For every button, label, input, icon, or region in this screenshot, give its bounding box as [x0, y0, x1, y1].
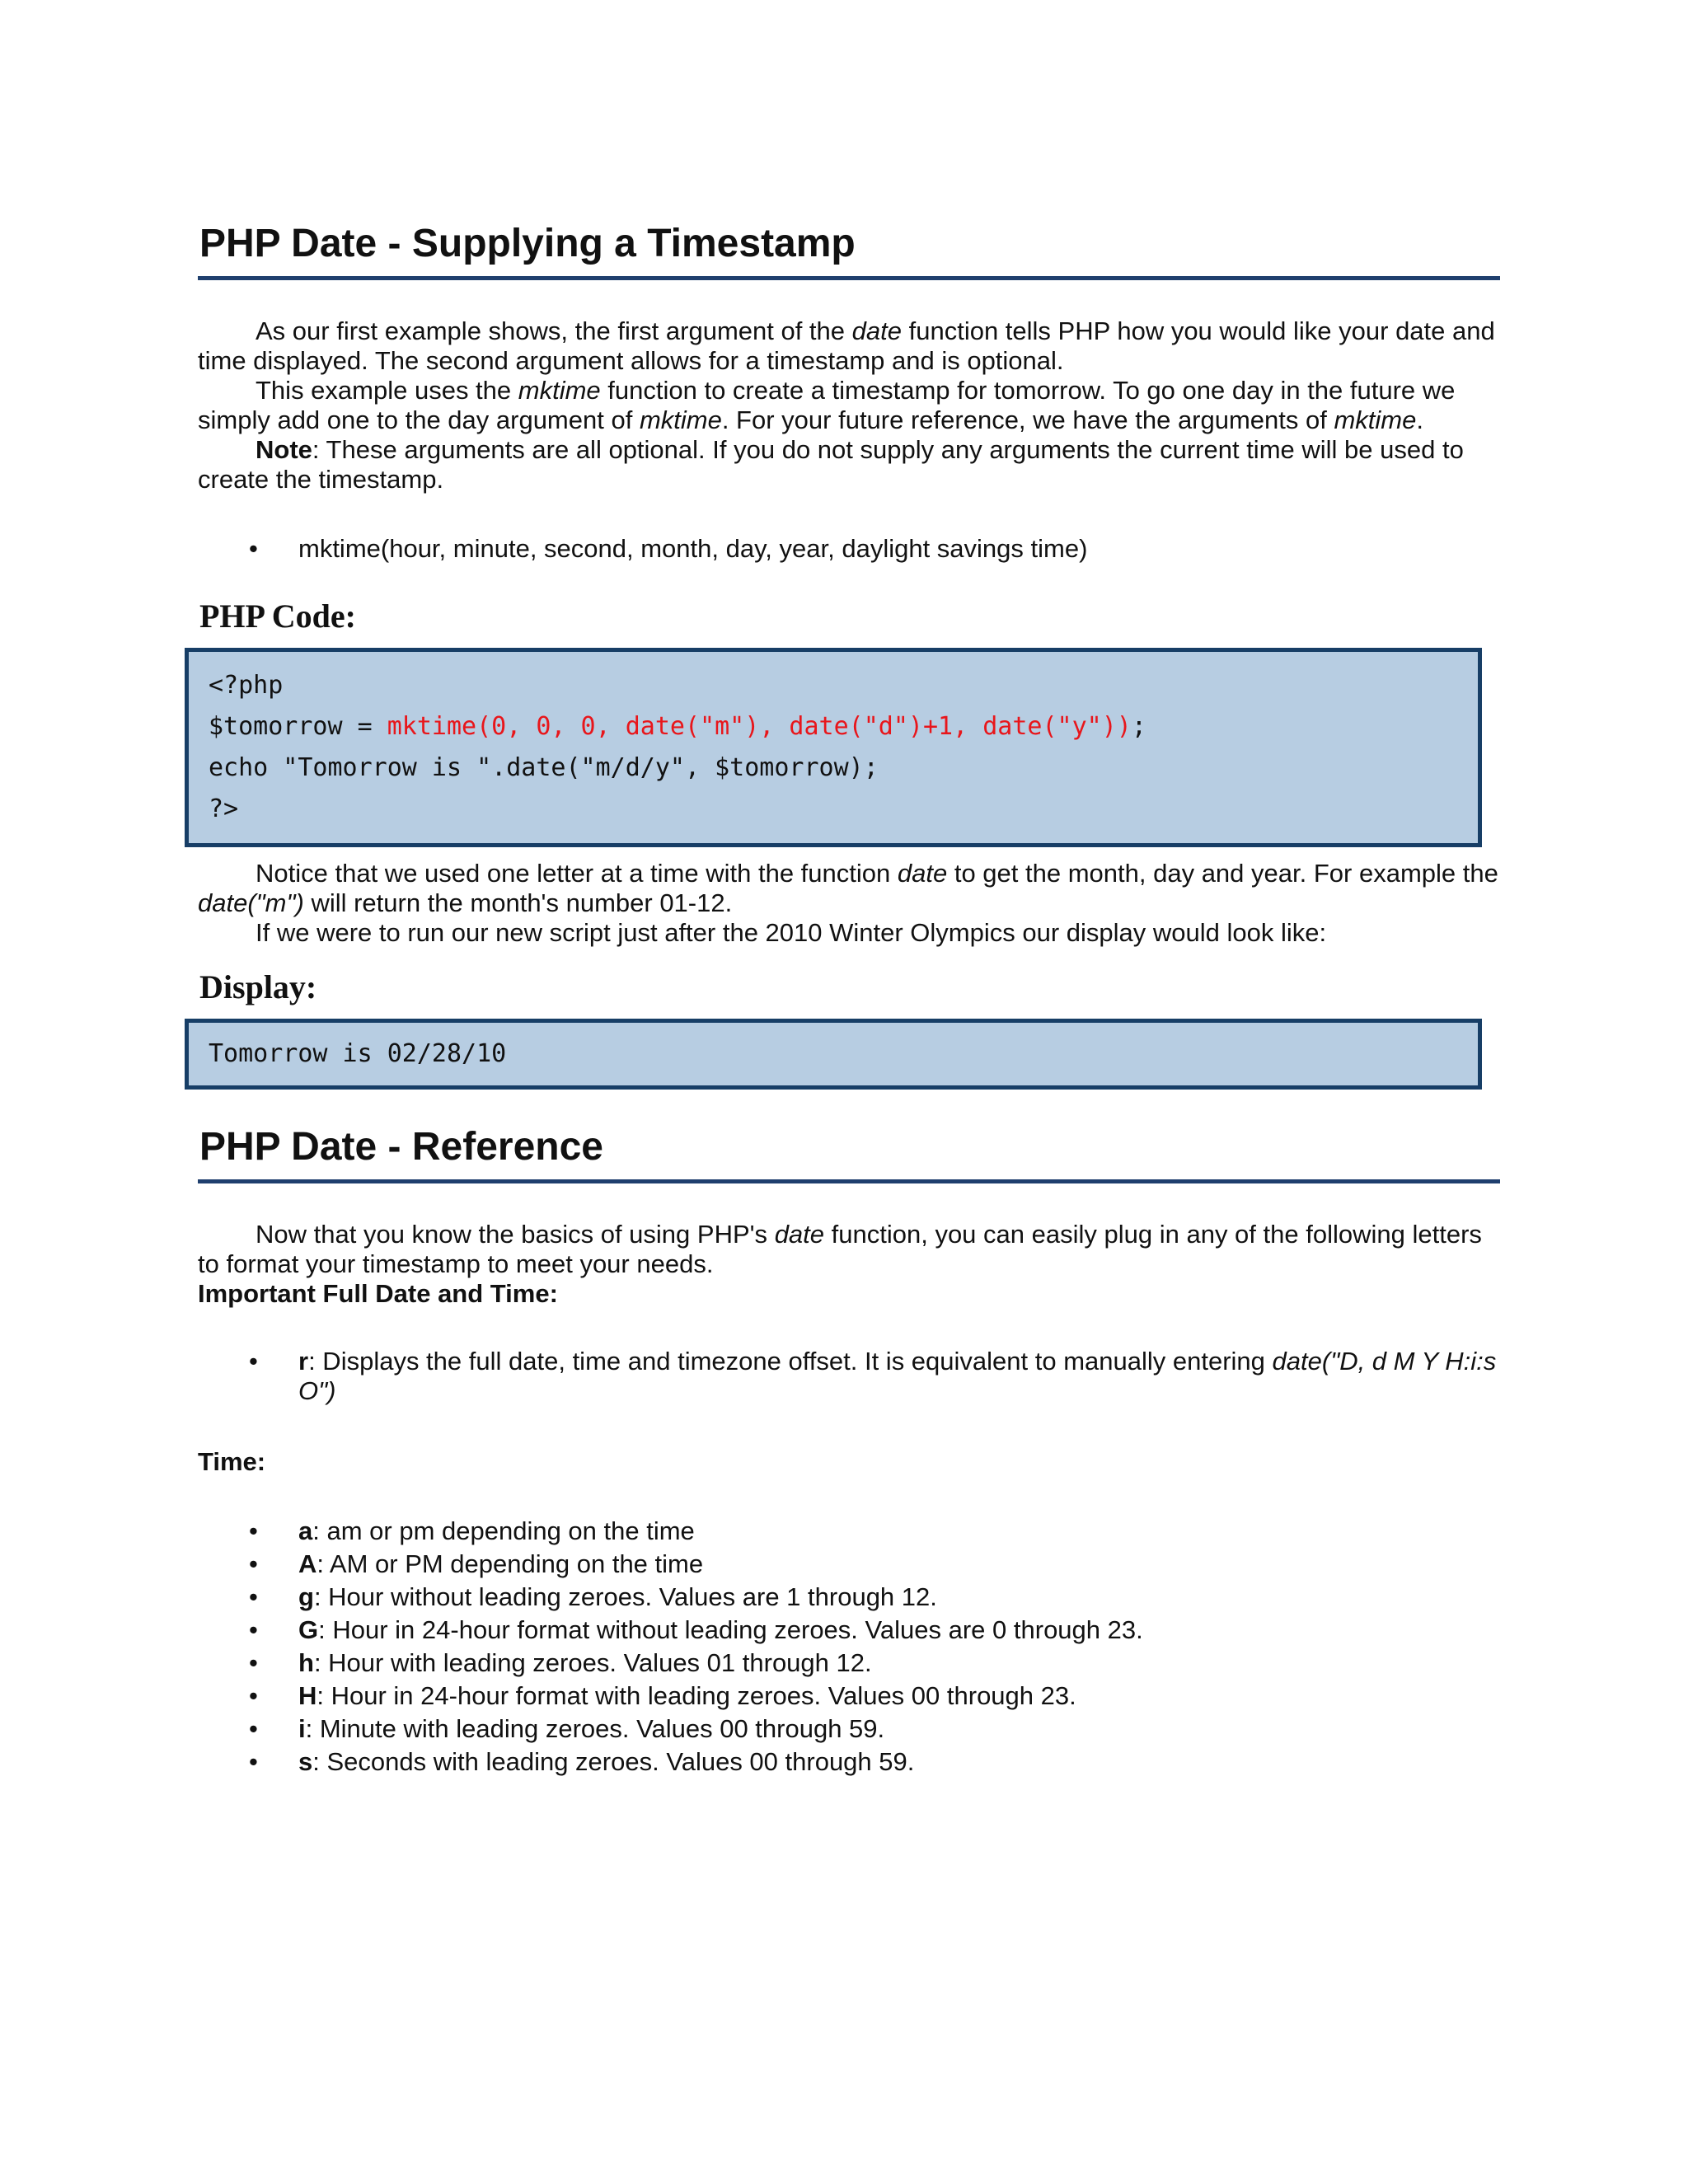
time-label: Time: — [198, 1447, 266, 1477]
list-item: • mktime(hour, minute, second, month, day, year, daylight savings time) — [198, 532, 1500, 565]
code-block — [185, 648, 1482, 847]
section-title-supplying-timestamp: PHP Date - Supplying a Timestamp — [198, 221, 1500, 280]
paragraph-run-script: If we were to run our new script just after the 2010 Winter Olympics our display would look like: — [256, 918, 1327, 948]
list-item: • i: Minute with leading zeroes. Values 00 through 59. — [198, 1713, 1500, 1746]
list-item: • r: Displays the full date, time and timezone offset. It is equivalent to manually entering date("D, d M Y H:i:s O") — [198, 1347, 1500, 1406]
paragraph-date-arguments: As our first example shows, the first argument of the date function tells PHP how you would like your date and time displayed. The second argument allows for a timestamp and is optional. — [198, 316, 1495, 376]
paragraph-reference-intro: Now that you know the basics of using PHP's date function, you can easily plug in any of the following letters to format your timestamp to meet your needs. — [198, 1220, 1482, 1279]
list-item: • a: am or pm depending on the time — [198, 1515, 1500, 1548]
code-line: <?php — [209, 671, 284, 701]
list-item: • G: Hour in 24-hour format without leading zeroes. Values are 0 through 23. — [198, 1614, 1500, 1647]
section-title-reference: PHP Date - Reference — [198, 1124, 1500, 1183]
full-date-label: Important Full Date and Time: — [198, 1279, 558, 1309]
list-item: • h: Hour with leading zeroes. Values 01 through 12. — [198, 1647, 1500, 1680]
code-line: echo "Tomorrow is ".date("m/d/y", $tomorrow); — [209, 753, 879, 783]
code-line: ?> — [209, 794, 239, 824]
list-item: • g: Hour without leading zeroes. Values are 1 through 12. — [198, 1581, 1500, 1614]
paragraph-notice-letters: Notice that we used one letter at a time with the function date to get the month, day and year. For example the date("m") will return the month's number 01-12. — [198, 859, 1498, 918]
code-heading: PHP Code: — [199, 598, 356, 635]
code-line: $tomorrow = mktime(0, 0, 0, date("m"), date("d")+1, date("y")); — [209, 712, 1146, 742]
list-item: • s: Seconds with leading zeroes. Values 00 through 59. — [198, 1746, 1500, 1779]
list-item: • H: Hour in 24-hour format with leading zeroes. Values 00 through 23. — [198, 1680, 1500, 1713]
document-content — [198, 221, 1500, 1779]
display-output: Tomorrow is 02/28/10 — [209, 1039, 507, 1069]
list-item: • A: AM or PM depending on the time — [198, 1548, 1500, 1581]
mktime-arguments-list — [198, 532, 1500, 565]
paragraph-mktime-example: This example uses the mktime function to create a timestamp for tomorrow. To go one day in the future we simply add one to the day argument of mktime. For your future reference, we have the arguments of mktime. — [198, 376, 1456, 435]
paragraph-note: Note: These arguments are all optional. If you do not supply any arguments the current time will be used to create the timestamp. — [198, 435, 1464, 494]
display-output-box — [185, 1019, 1482, 1090]
time-format-list — [198, 1515, 1500, 1779]
display-heading: Display: — [199, 968, 317, 1006]
full-date-list — [198, 1347, 1500, 1406]
